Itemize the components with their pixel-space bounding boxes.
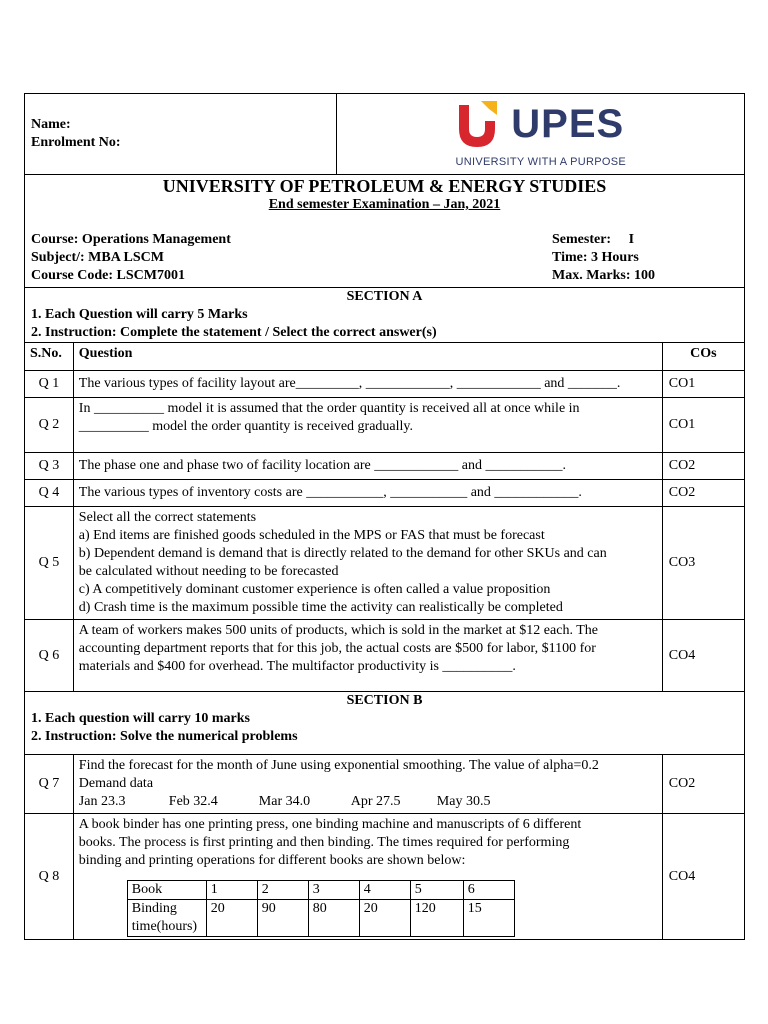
table-cell: 5 bbox=[410, 881, 463, 900]
logo-text: UPES bbox=[511, 102, 625, 146]
demand-label: Demand data bbox=[78, 776, 154, 791]
col-header-question: Question bbox=[73, 343, 662, 371]
upes-logo bbox=[455, 99, 626, 171]
table-cell: 1 bbox=[206, 881, 257, 900]
col-header-cos: COs bbox=[662, 343, 744, 371]
question-row bbox=[25, 620, 745, 692]
demand-data bbox=[79, 793, 657, 811]
question-co: CO3 bbox=[662, 507, 744, 620]
subject: Subject/: MBA LSCM bbox=[31, 250, 164, 265]
section-b-header bbox=[25, 692, 745, 755]
question-co: CO4 bbox=[662, 620, 744, 692]
table-cell: 120 bbox=[410, 900, 463, 937]
table-row bbox=[127, 900, 514, 937]
section-b-instruction-1: 1. Each question will carry 10 marks bbox=[31, 711, 250, 726]
logo-tagline: UNIVERSITY WITH A PURPOSE bbox=[455, 156, 626, 168]
table-cell: 6 bbox=[463, 881, 514, 900]
question-line: Select all the correct statements bbox=[78, 510, 257, 525]
question-text bbox=[73, 398, 662, 453]
table-cell: 20 bbox=[359, 900, 410, 937]
table-cell: 15 bbox=[463, 900, 514, 937]
question-line: Find the forecast for the month of June using exponential smoothing. The value of alpha=0.2 bbox=[78, 758, 599, 773]
question-co: CO2 bbox=[662, 480, 744, 507]
section-a-instruction-2: 2. Instruction: Complete the statement / Select the correct answer(s) bbox=[31, 325, 437, 340]
question-line: A team of workers makes 500 units of products, which is sold in the market at $12 each. The bbox=[78, 623, 598, 638]
question-row bbox=[25, 371, 745, 398]
table-cell: 3 bbox=[308, 881, 359, 900]
option-b: b) Dependent demand is demand that is directly related to the demand for other SKUs and can bbox=[78, 546, 607, 561]
question-row bbox=[25, 755, 745, 814]
table-cell: 90 bbox=[257, 900, 308, 937]
table-cell: 20 bbox=[206, 900, 257, 937]
option-a: a) End items are finished goods scheduled in the MPS or FAS that must be forecast bbox=[78, 528, 545, 543]
question-number: Q 8 bbox=[25, 814, 74, 940]
question-row bbox=[25, 453, 745, 480]
question-co: CO2 bbox=[662, 755, 744, 814]
question-line: accounting department reports that for this job, the actual costs are $500 for labor, $1100 for bbox=[78, 641, 596, 656]
student-info bbox=[25, 94, 337, 175]
table-header-row bbox=[127, 881, 514, 900]
question-number: Q 3 bbox=[25, 453, 74, 480]
table-cell: 2 bbox=[257, 881, 308, 900]
option-d: d) Crash time is the maximum possible time the activity can realistically be completed bbox=[78, 600, 563, 615]
question-line: books. The process is first printing and then binding. The times required for performing bbox=[78, 835, 570, 850]
question-line: materials and $400 for overhead. The multifactor productivity is __________. bbox=[78, 659, 516, 674]
name-label: Name: bbox=[31, 117, 71, 132]
logo-cell bbox=[337, 94, 745, 175]
question-row bbox=[25, 507, 745, 620]
exam-table bbox=[24, 93, 745, 940]
question-number: Q 2 bbox=[25, 398, 74, 453]
demand-mar: Mar 34.0 bbox=[258, 794, 311, 809]
enrolment-label: Enrolment No: bbox=[31, 135, 121, 150]
question-text: The various types of inventory costs are ___________, ___________ and ____________. bbox=[73, 480, 662, 507]
demand-may: May 30.5 bbox=[436, 794, 491, 809]
option-b-cont: be calculated without needing to be forecasted bbox=[78, 564, 339, 579]
demand-jan: Jan 23.3 bbox=[78, 794, 126, 809]
semester: Semester: I bbox=[552, 232, 635, 247]
question-number: Q 5 bbox=[25, 507, 74, 620]
question-text: The phase one and phase two of facility location are ____________ and ___________. bbox=[73, 453, 662, 480]
question-text bbox=[73, 620, 662, 692]
question-co: CO1 bbox=[662, 371, 744, 398]
demand-apr: Apr 27.5 bbox=[350, 794, 401, 809]
question-co: CO1 bbox=[662, 398, 744, 453]
exam-paper bbox=[24, 93, 745, 940]
section-a-instruction-1: 1. Each Question will carry 5 Marks bbox=[31, 307, 248, 322]
question-line: In __________ model it is assumed that the order quantity is received all at once while in bbox=[78, 401, 580, 416]
question-row bbox=[25, 398, 745, 453]
section-a-title: SECTION A bbox=[346, 289, 423, 304]
question-number: Q 7 bbox=[25, 755, 74, 814]
section-b-instruction-2: 2. Instruction: Solve the numerical problems bbox=[31, 729, 298, 744]
question-number: Q 4 bbox=[25, 480, 74, 507]
table-cell: Book bbox=[127, 881, 206, 900]
col-header-sno: S.No. bbox=[25, 343, 74, 371]
question-line: binding and printing operations for different books are shown below: bbox=[78, 853, 466, 868]
exam-duration: Time: 3 Hours bbox=[552, 250, 639, 265]
question-row bbox=[25, 814, 745, 940]
question-number: Q 1 bbox=[25, 371, 74, 398]
table-cell: 80 bbox=[308, 900, 359, 937]
question-row bbox=[25, 480, 745, 507]
course-name: Course: Operations Management bbox=[31, 232, 231, 247]
section-a-header bbox=[25, 288, 745, 343]
option-c: c) A competitively dominant customer experience is often called a value proposition bbox=[78, 582, 551, 597]
course-info bbox=[25, 175, 745, 288]
university-title: UNIVERSITY OF PETROLEUM & ENERGY STUDIES bbox=[162, 176, 607, 196]
exam-title: End semester Examination – Jan, 2021 bbox=[268, 197, 501, 212]
max-marks: Max. Marks: 100 bbox=[552, 268, 656, 283]
question-line: __________ model the order quantity is received gradually. bbox=[78, 419, 414, 434]
upes-shield-icon bbox=[457, 99, 503, 149]
question-text: The various types of facility layout are_________, ____________, ____________ and _______. bbox=[73, 371, 662, 398]
question-text bbox=[73, 507, 662, 620]
question-line: A book binder has one printing press, one binding machine and manuscripts of 6 different bbox=[78, 817, 582, 832]
section-b-title: SECTION B bbox=[346, 693, 423, 708]
binding-time-table bbox=[127, 880, 515, 937]
question-co: CO4 bbox=[662, 814, 744, 940]
question-text bbox=[73, 755, 662, 814]
question-co: CO2 bbox=[662, 453, 744, 480]
course-code: Course Code: LSCM7001 bbox=[31, 268, 185, 283]
table-row-label: Binding time(hours) bbox=[127, 900, 206, 937]
demand-feb: Feb 32.4 bbox=[168, 794, 218, 809]
question-text bbox=[73, 814, 662, 940]
question-number: Q 6 bbox=[25, 620, 74, 692]
table-cell: 4 bbox=[359, 881, 410, 900]
